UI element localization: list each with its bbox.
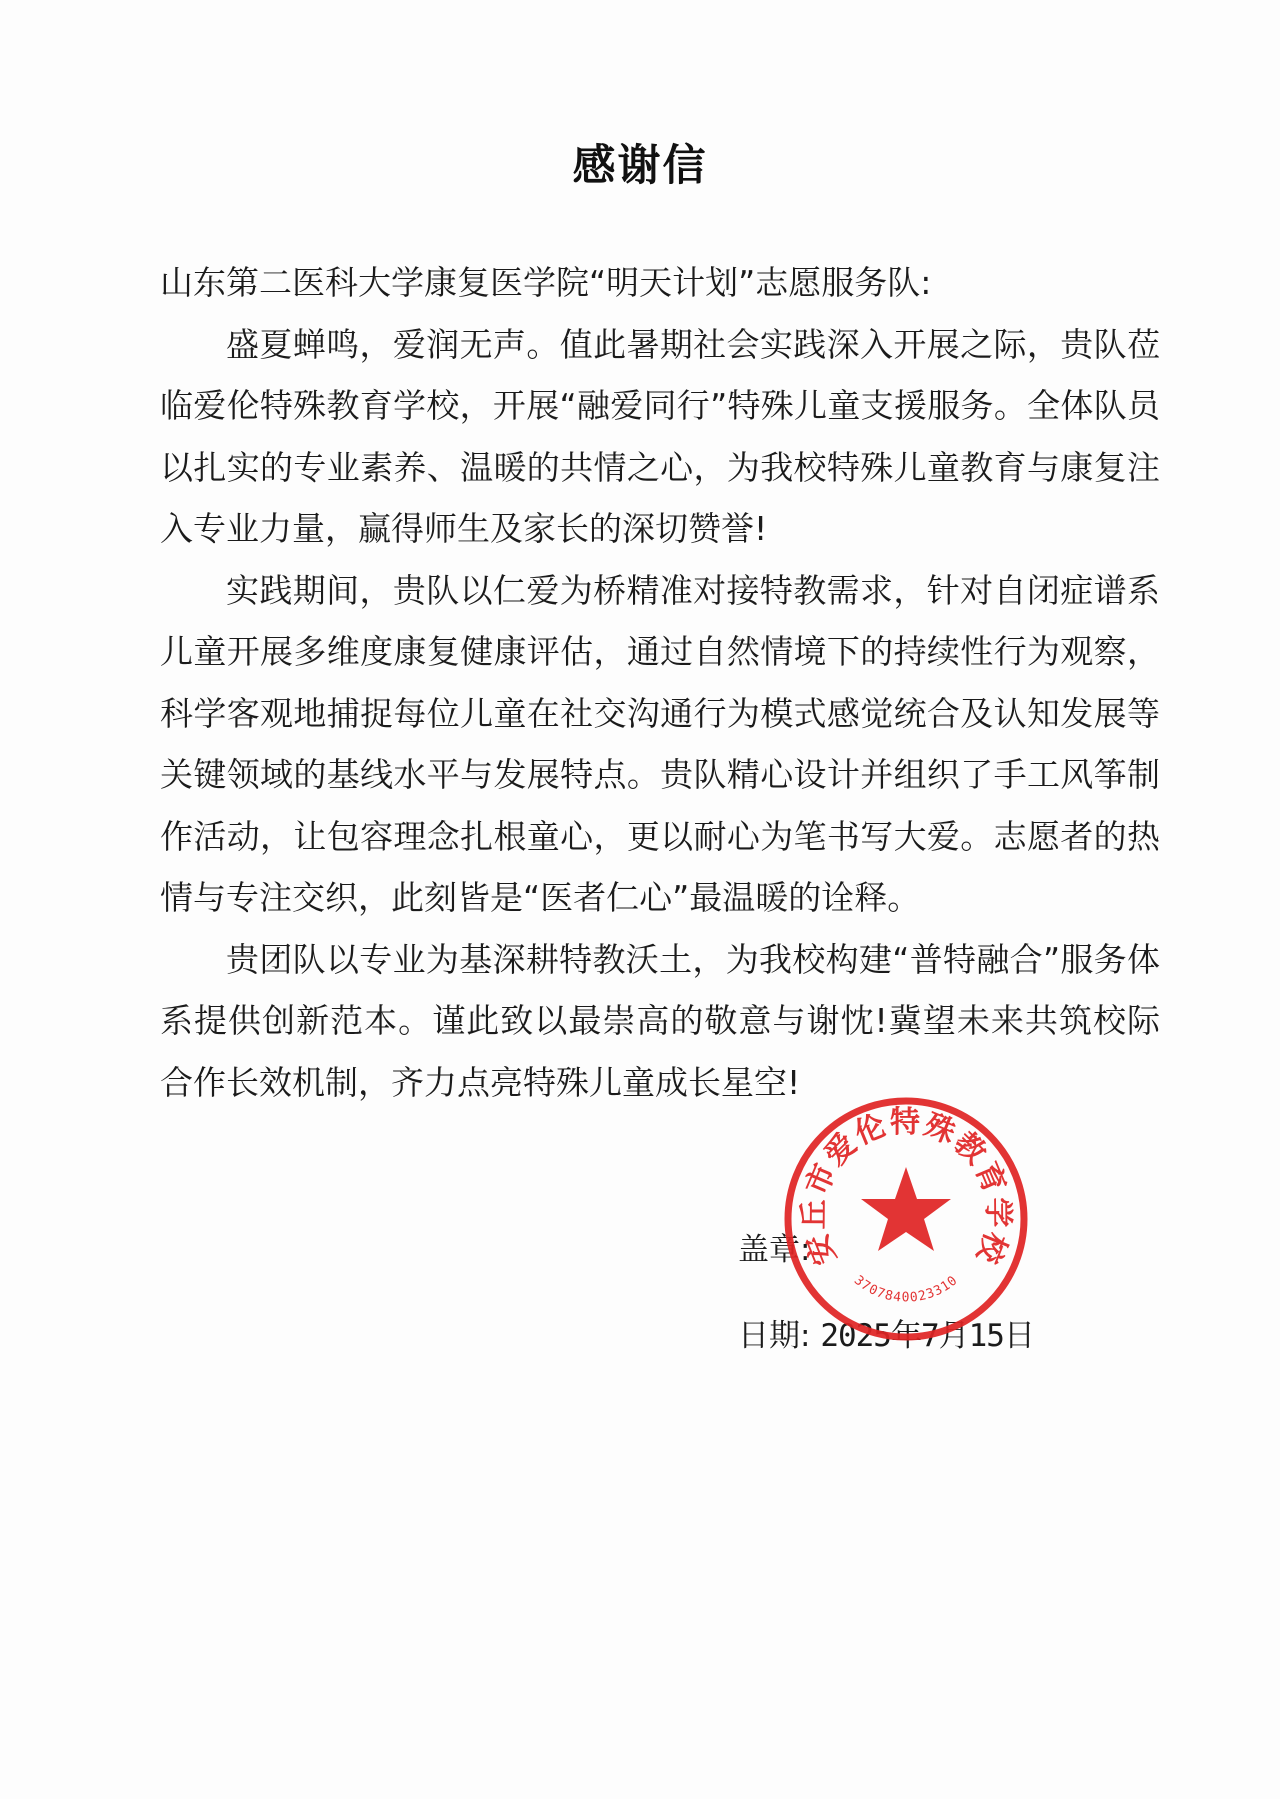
salutation: 山东第二医科大学康复医学院“明天计划”志愿服务队: — [160, 263, 932, 302]
date-value: 2025年7月15日 — [820, 1318, 1034, 1354]
letter-title: 感谢信 — [572, 141, 708, 191]
letter-body — [160, 252, 1160, 1113]
paragraph-1: 盛夏蝉鸣，爱润无声。值此暑期社会实践深入开展之际，贵队莅临爱伦特殊教育学校，开展“融爱同行”特殊儿童支援服务。全体队员以扎实的专业素养、温暖的共情之心，为我校特殊儿童教育与康复注入专业力量，赢得师生及家长的深切赞誉! — [160, 324, 1160, 548]
seal-code-text: 3707840023310 — [850, 1272, 962, 1306]
seal-graphic — [782, 1095, 1030, 1343]
paragraph-2: 实践期间，贵队以仁爱为桥精准对接特教需求，针对自闭症谱系儿童开展多维度康复健康评估，通过自然情境下的持续性行为观察，科学客观地捕捉每位儿童在社交沟通行为模式感觉统合及认知发展等关键领域的基线水平与发展特点。贵队精心设计并组织了手工风筝制作活动，让包容理念扎根童心，更以耐心为笔书写大爱。志愿者的热情与专注交织，此刻皆是“医者仁心”最温暖的诠释。 — [160, 570, 1160, 917]
official-seal — [782, 1095, 1030, 1343]
seal-star-icon — [861, 1167, 951, 1251]
paragraph-3: 贵团队以专业为基深耕特教沃土，为我校构建“普特融合”服务体系提供创新范本。谨此致以最崇高的敬意与谢忱!冀望未来共筑校际合作长效机制，齐力点亮特殊儿童成长星空! — [160, 939, 1160, 1102]
date-label: 日期: — [738, 1318, 811, 1354]
seal-organization-text: 安丘市爱伦特殊教育学校 — [796, 1105, 1016, 1270]
seal-label: 盖章: — [738, 1232, 811, 1268]
